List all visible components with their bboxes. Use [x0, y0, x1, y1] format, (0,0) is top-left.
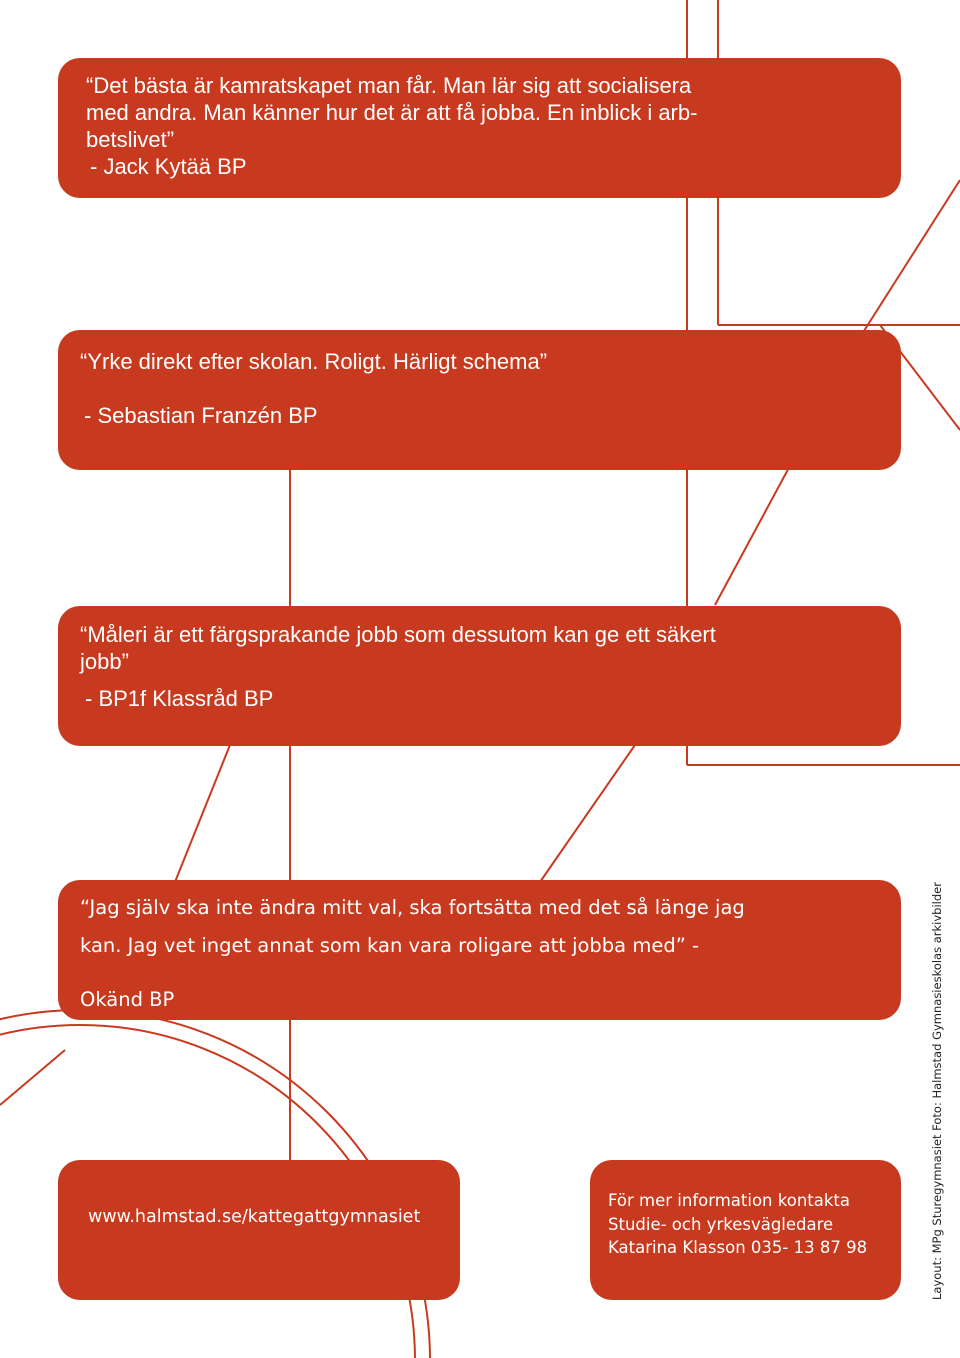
- quote-author: - Jack Kytää BP: [90, 154, 247, 179]
- deco-line: [855, 180, 960, 345]
- website-box: [58, 1160, 460, 1300]
- deco-line: [0, 1050, 65, 1105]
- quote-text: “Måleri är ett färgsprakande jobb som dessutom kan ge ett säkert: [80, 622, 716, 647]
- deco-line: [175, 745, 230, 882]
- contact-line: Studie- och yrkesvägledare: [608, 1214, 834, 1234]
- quote-author: Okänd BP: [80, 988, 175, 1011]
- contact-line: För mer information kontakta: [608, 1191, 850, 1210]
- quote-text: “Det bästa är kamratskapet man får. Man lär sig att socialisera: [86, 73, 692, 98]
- quote-author: - BP1f Klassråd BP: [85, 686, 274, 711]
- quote-text: “Jag själv ska inte ändra mitt val, ska fortsätta med det så länge jag: [80, 896, 745, 919]
- quote-text: kan. Jag vet inget annat som kan vara roligare att jobba med” -: [80, 934, 700, 957]
- contact-box: [590, 1160, 901, 1300]
- quote-box-3: [58, 606, 901, 746]
- quote-box-1: [58, 58, 901, 198]
- quote-text: “Yrke direkt efter skolan. Roligt. Härligt schema”: [80, 349, 548, 374]
- quote-text: jobb”: [80, 649, 129, 674]
- website-link[interactable]: www.halmstad.se/kattegattgymnasiet: [88, 1207, 421, 1227]
- quote-box-2: [58, 330, 901, 470]
- photo-credit: Layout: MPg Sturegymnasiet Foto: Halmstad Gymnasieskolas arkivbilder: [930, 882, 944, 1300]
- quote-author: - Sebastian Franzén BP: [84, 403, 318, 428]
- deco-line: [540, 745, 635, 882]
- quote-text: betslivet”: [86, 127, 175, 152]
- quote-box-4: [58, 880, 901, 1020]
- quote-text: med andra. Man känner hur det är att få jobba. En inblick i arb-: [86, 100, 698, 125]
- contact-phone: Katarina Klasson 035- 13 87 98: [608, 1238, 868, 1257]
